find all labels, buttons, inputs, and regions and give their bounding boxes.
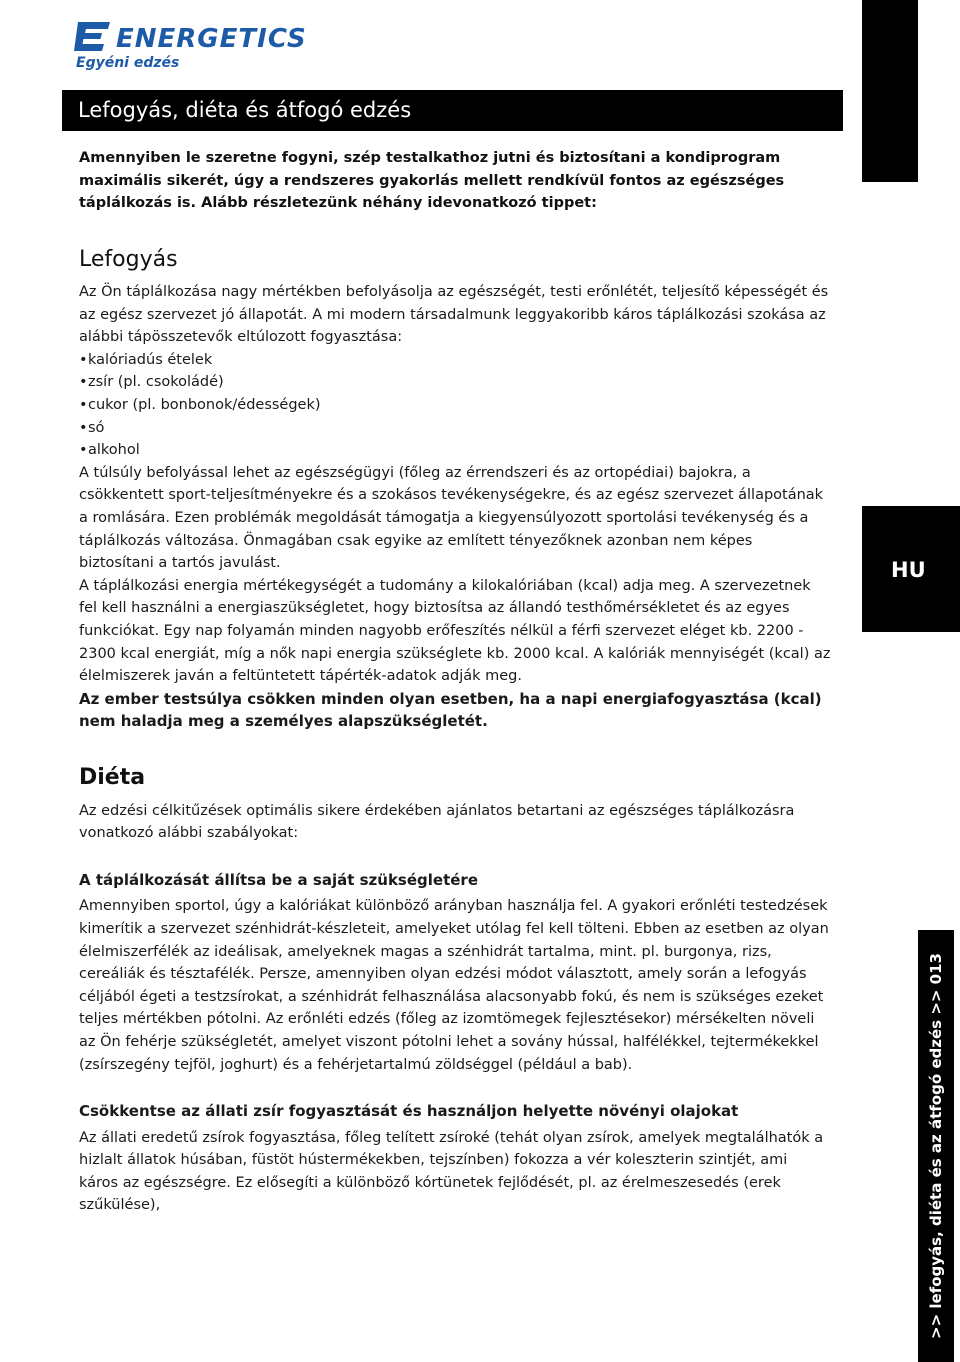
subheading: Csökkentse az állati zsír fogyasztását és használjon helyette növényi olajokat bbox=[79, 1102, 739, 1121]
bullet-list bbox=[79, 349, 831, 462]
page-title: Lefogyás, diéta és átfogó edzés bbox=[78, 98, 412, 122]
emphasis-paragraph: Az ember testsúlya csökken minden olyan esetben, ha a napi energiafogyasztása (kcal) nem haladja meg a személyes alapszükségletét. bbox=[79, 689, 822, 731]
section-heading-lefogyas: Lefogyás bbox=[79, 246, 178, 272]
article-body bbox=[79, 147, 831, 1217]
list-item: • kalóriadús ételek bbox=[79, 349, 831, 372]
paragraph: Az edzési célkitűzések optimális sikere érdekében ajánlatos betartani az egészséges táplálkozásra vonatkozó alábbi szabályokat: bbox=[79, 802, 795, 842]
list-item: • só bbox=[79, 417, 831, 440]
paragraph: A túlsúly befolyással lehet az egészségügyi (főleg az érrendszeri és az ortopédiai) bajokra, a csökkentett sport-teljesítményekre és a szokásos tevékenységekre, és az egész szervezet állapotának a romlására. Ezen problémák megoldását támogatja a kiegyensúlyozott sportolási tevékenység és a táplálkozás változása. Önmagában csak egyike az említett tényezőknek azonban nem képes biztosítani a tartós javulást. bbox=[79, 464, 824, 572]
page-footer-label: >> lefogyás, diéta és az átfogó edzés >> 013 bbox=[927, 953, 945, 1339]
side-decoration-top bbox=[862, 0, 918, 182]
paragraph: Az Ön táplálkozása nagy mértékben befolyásolja az egészségét, testi erőnlétét, teljesítő képességét és az egész szervezet jó állapotát. A mi modern társadalmunk leggyakoribb káros táplálkozási szokása az alábbi tápösszetevők eltúlozott fogyasztása: bbox=[79, 284, 829, 346]
brand-name: ENERGETICS bbox=[116, 24, 307, 54]
paragraph: Az állati eredetű zsírok fogyasztása, főleg telített zsíroké (tehát olyan zsírok, amelyek megtalálhatók a hizlalt állatok húsában, füstöt hústermékekben, tejszínben) fokozza a vér koleszterin szintjét, ami káros az egészségre. Ez elősegíti a különböző kórtünetek fejlődését, pl. az érelmeszesedés (erek szűkülése), bbox=[79, 1129, 824, 1214]
logo-mark-icon bbox=[72, 20, 112, 54]
language-tab bbox=[862, 506, 960, 632]
list-item: • alkohol bbox=[79, 439, 831, 462]
language-label: HU bbox=[891, 558, 926, 582]
section-heading-dieta: Diéta bbox=[79, 764, 146, 790]
intro-paragraph: Amennyiben le szeretne fogyni, szép testalkathoz jutni és biztosítani a kondiprogram maximális sikerét, úgy a rendszeres gyakorlás mellett rendkívül fontos az egészséges táplálkozás is. Alább részletezünk néhány idevonatkozó tippet: bbox=[79, 150, 785, 211]
brand-subtitle: Egyéni edzés bbox=[76, 55, 180, 71]
title-bar bbox=[62, 90, 843, 131]
list-item: • zsír (pl. csokoládé) bbox=[79, 371, 831, 394]
paragraph: Amennyiben sportol, úgy a kalóriákat különböző arányban használja fel. A gyakori erőnléti testedzések kimerítik a szervezet szénhidrát-készleteit, amelyeket utólag fel kell tölteni. Ebben az esetben az olyan élelmiszerfélék az ideálisak, amelyeknek magas a szénhidrát tartalma, mint. pl. burgonya, rizs, cereáliák és tésztafélék. Persze, amennyiben olyan edzési módot választott, amely során a lefogyás céljából égeti a testzsírokat, a szénhidrát felhasználása alacsonyabb fokú, és nem is szükséges ezeket teljes mértékben pótolni. Az erőnléti edzés (főleg az izomtömegek fejlesztésekor) mérsékelten növeli az Ön fehérje szükségletét, amelyet viszont pótolni lehet a sovány hússal, halfélékkel, tejtermékekkel (zsírszegény tejföl, joghurt) és a fehérjetartalmú zöldséggel (például a bab). bbox=[79, 898, 829, 1073]
paragraph: A táplálkozási energia mértékegységét a tudomány a kilokalóriában (kcal) adja meg. A szervezetnek fel kell használni a energiaszükségletet, hogy biztosítsa az állandó testhőmérsékletet és az egyes funkciókat. Egy nap folyamán minden nagyobb erőfeszítés nélkül a férfi szervezet eléget kb. 2200 - 2300 kcal energiát, míg a nők napi energia szükséglete kb. 2000 kcal. A kalóriák mennyiségét (kcal) az élelmiszerek javán a feltüntetett tápérték-adatok adják meg. bbox=[79, 577, 831, 685]
subheading: A táplálkozását állítsa be a saját szükségletére bbox=[79, 870, 478, 889]
list-item: • cukor (pl. bonbonok/édességek) bbox=[79, 394, 831, 417]
energetics-logo bbox=[72, 20, 307, 72]
